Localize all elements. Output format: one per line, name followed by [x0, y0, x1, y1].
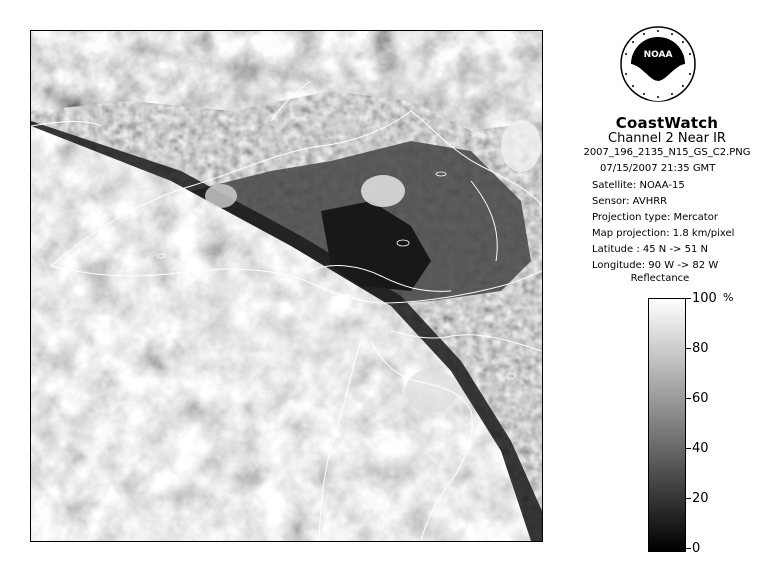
logo-text: NOAA — [643, 50, 673, 60]
tick-mark — [685, 298, 691, 299]
tick-mark — [685, 548, 691, 549]
legend-unit: % — [723, 291, 734, 304]
tick-mark — [685, 398, 691, 399]
tick-label: 100 — [692, 291, 717, 306]
tick-mark — [685, 348, 691, 349]
tick-label: 0 — [692, 541, 701, 556]
noaa-logo-icon — [620, 26, 696, 102]
projection-type-label: Projection type: Mercator — [592, 212, 718, 223]
tick-mark — [685, 498, 691, 499]
tick-label: 60 — [692, 391, 709, 406]
latitude-label: Latitude : 45 N -> 51 N — [592, 244, 708, 255]
satellite-label: Satellite: NOAA-15 — [592, 180, 685, 191]
datetime-label: 07/15/2007 21:35 GMT — [600, 163, 716, 174]
sensor-label: Sensor: AVHRR — [592, 196, 668, 207]
tick-label: 80 — [692, 341, 709, 356]
tick-label: 40 — [692, 441, 709, 456]
longitude-label: Longitude: 90 W -> 82 W — [592, 260, 719, 271]
map-projection-label: Map projection: 1.8 km/pixel — [592, 228, 735, 239]
legend-title: Reflectance — [630, 273, 690, 284]
reflectance-colorbar — [648, 298, 686, 552]
satellite-image-canvas — [31, 31, 542, 541]
satellite-image — [30, 30, 543, 542]
channel-label: Channel 2 Near IR — [608, 131, 726, 146]
filename-label: 2007_196_2135_N15_GS_C2.PNG — [583, 147, 751, 158]
tick-mark — [685, 448, 691, 449]
noaa-logo — [620, 26, 696, 102]
panel-title: CoastWatch — [615, 114, 719, 132]
tick-label: 20 — [692, 491, 709, 506]
